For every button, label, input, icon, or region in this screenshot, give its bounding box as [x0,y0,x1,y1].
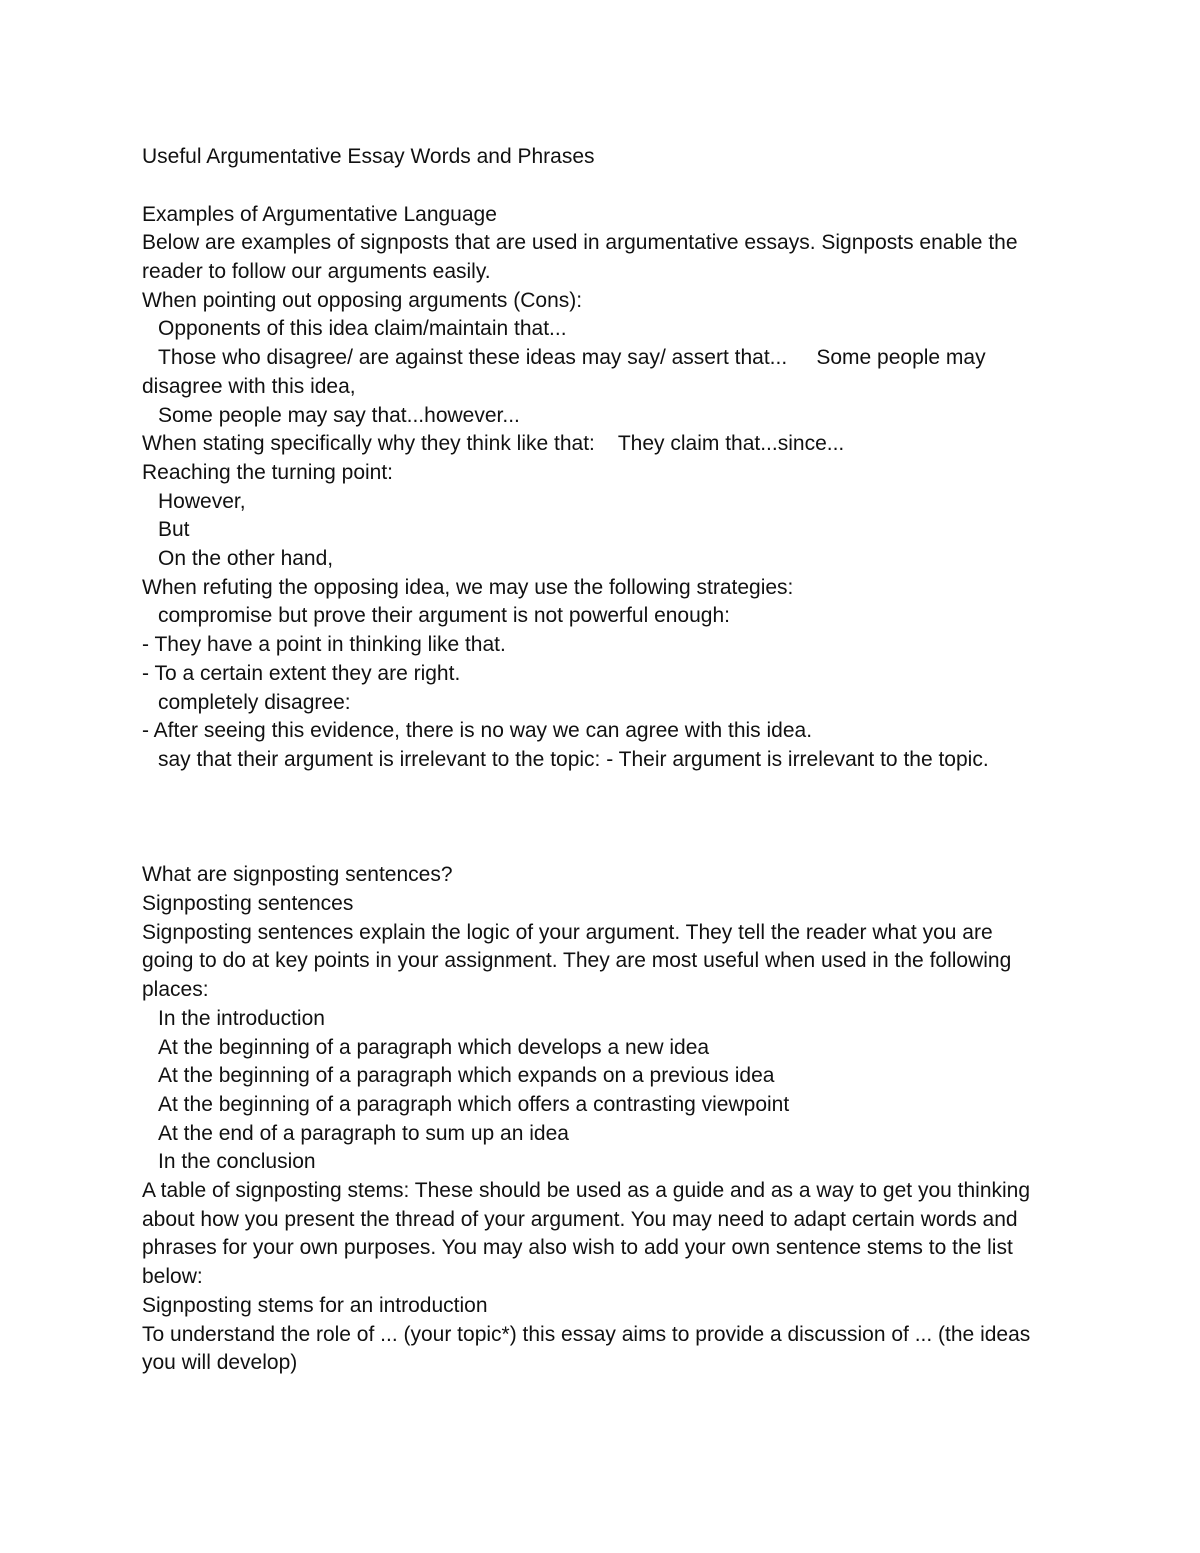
list-item: At the beginning of a paragraph which develops a new idea [158,1036,710,1059]
paragraph-line: phrases for your own purposes. You may also wish to add your own sentence stems to the list [142,1236,1013,1259]
section-heading: Examples of Argumentative Language [142,203,497,226]
list-item: - After seeing this evidence, there is no way we can agree with this idea. [142,719,813,742]
section-question: What are signposting sentences? [142,863,453,886]
paragraph-line: reader to follow our arguments easily. [142,260,491,283]
list-item: But [158,518,190,541]
list-item: Opponents of this idea claim/maintain that... [158,317,567,340]
list-item: - They have a point in thinking like that. [142,633,506,656]
list-item: At the end of a paragraph to sum up an idea [158,1122,569,1145]
section-heading: Signposting sentences [142,892,354,915]
paragraph-line: going to do at key points in your assignment. They are most useful when used in the following [142,949,1012,972]
paragraph-line: When stating specifically why they think like that: They claim that...since... [142,432,845,455]
paragraph-line: you will develop) [142,1351,298,1374]
paragraph-line: places: [142,978,209,1001]
paragraph-line: about how you present the thread of your argument. You may need to adapt certain words and [142,1208,1018,1231]
list-item: disagree with this idea, [142,375,356,398]
list-item: On the other hand, [158,547,334,570]
list-item: say that their argument is irrelevant to the topic: - Their argument is irrelevant to the topic. [158,748,989,771]
paragraph-line: below: [142,1265,203,1288]
list-item: Some people may say that...however... [158,404,520,427]
list-item: At the beginning of a paragraph which expands on a previous idea [158,1064,775,1087]
paragraph-line: A table of signposting stems: These should be used as a guide and as a way to get you thinking [142,1179,1031,1202]
list-item: compromise but prove their argument is not powerful enough: [158,604,730,627]
list-item: completely disagree: [158,691,351,714]
document-title: Useful Argumentative Essay Words and Phrases [142,145,595,168]
list-item: At the beginning of a paragraph which offers a contrasting viewpoint [158,1093,790,1116]
paragraph-line: Below are examples of signposts that are used in argumentative essays. Signposts enable the [142,231,1018,254]
list-item: In the conclusion [158,1150,316,1173]
list-item: However, [158,490,246,513]
turning-heading: Reaching the turning point: [142,461,394,484]
list-item: Those who disagree/ are against these ideas may say/ assert that... Some people may [158,346,986,369]
refute-heading: When refuting the opposing idea, we may use the following strategies: [142,576,794,599]
list-item: In the introduction [158,1007,325,1030]
list-item: - To a certain extent they are right. [142,662,461,685]
paragraph-line: Signposting sentences explain the logic of your argument. They tell the reader what you are [142,921,993,944]
subsection-heading: Signposting stems for an introduction [142,1294,488,1317]
cons-heading: When pointing out opposing arguments (Cons): [142,289,583,312]
paragraph-line: To understand the role of ... (your topic*) this essay aims to provide a discussion of ... (the ideas [142,1323,1031,1346]
